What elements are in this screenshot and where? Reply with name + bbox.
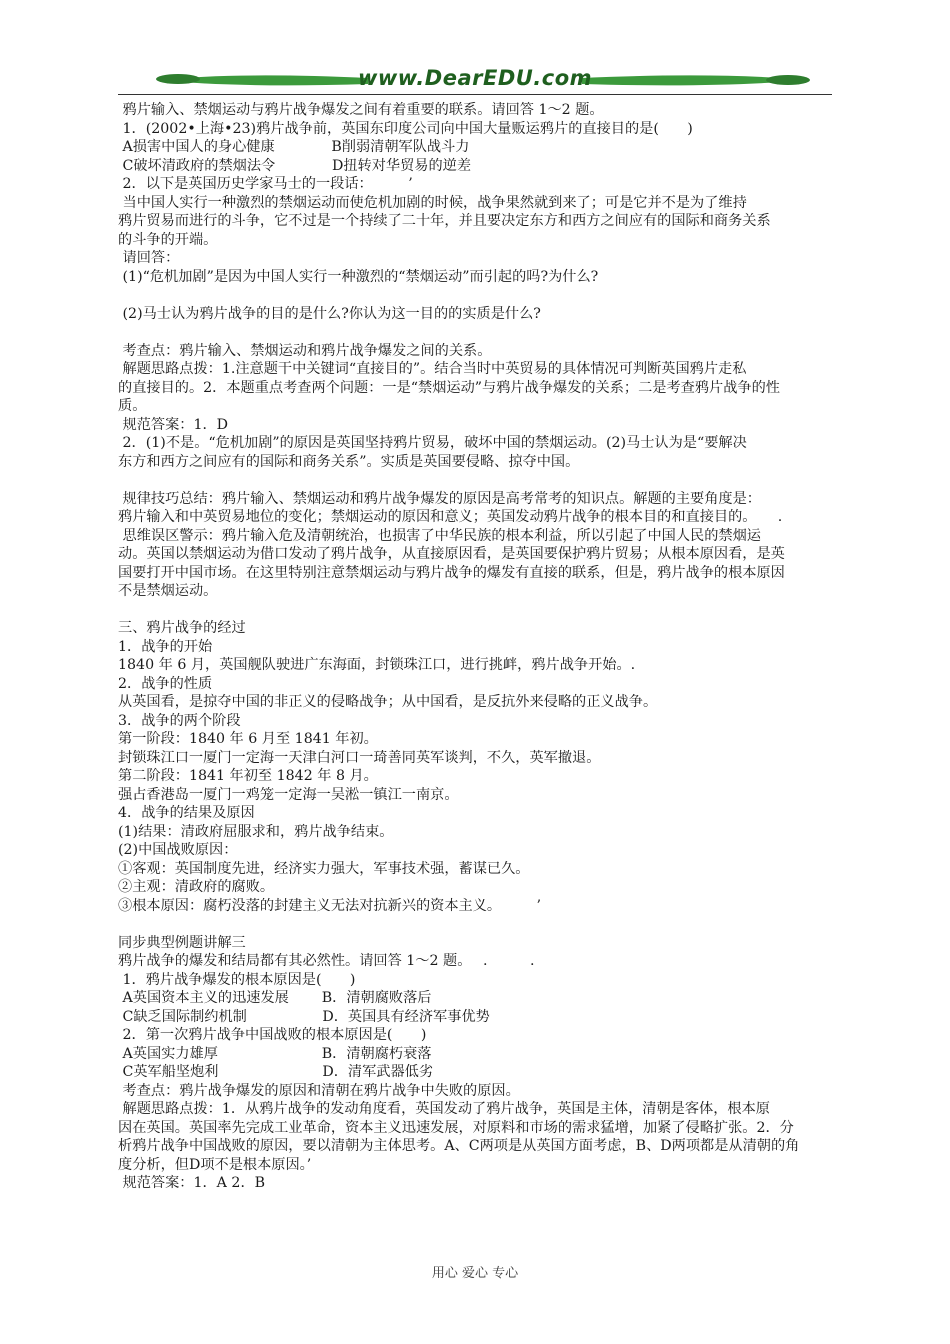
document-body bbox=[118, 101, 838, 1193]
text-line: A英国资本主义的迅速发展 B．清朝腐败落后 bbox=[118, 990, 432, 1006]
text-line: ③根本原因：腐朽没落的封建主义无法对抗新兴的资本主义。 ’ bbox=[118, 897, 542, 914]
text-line: 第二阶段：1841 年初至 1842 年 8 月。 bbox=[118, 768, 378, 784]
text-line: 同步典型例题讲解三 bbox=[118, 934, 246, 951]
text-line: 3．战争的两个阶段 bbox=[118, 712, 241, 729]
site-logo[interactable]: www.DearEDU.com bbox=[357, 66, 593, 90]
page-footer: 用心 爱心 专心 bbox=[431, 1266, 519, 1281]
text-line: 请回答： bbox=[118, 250, 180, 266]
text-line: ①客观：英国制度先进，经济实力强大，军事技术强，蓄谋已久。 bbox=[118, 860, 530, 877]
text-line: (2)中国战败原因： bbox=[118, 842, 238, 858]
text-line: C破坏清政府的禁烟法令 D扭转对华贸易的逆差 bbox=[118, 157, 472, 174]
text-line: 鸦片贸易而进行的斗争，它不过是一个持续了二十年，并且要决定东方和西方之间应有的国际和商务关系 bbox=[118, 213, 771, 229]
text-line: (1)结果：清政府屈服求和，鸦片战争结束。 bbox=[118, 823, 394, 840]
text-line: 当中国人实行一种激烈的禁烟运动而使危机加剧的时候，战争果然就到来了；可是它并不是为了维持 bbox=[118, 194, 747, 211]
text-line: (2)马士认为鸦片战争的目的是什么?你认为这一目的的实质是什么? bbox=[118, 305, 541, 322]
text-line: A英国实力雄厚 B．清朝腐朽衰落 bbox=[118, 1045, 432, 1062]
text-line: 国要打开中国市场。在这里特别注意禁烟运动与鸦片战争的爆发有直接的联系，但是，鸦片战争的根本原因 bbox=[118, 564, 785, 581]
text-line: 鸦片输入和中英贸易地位的变化；禁烟运动的原因和意义；英国发动鸦片战争的根本目的和直接目的。 . bbox=[118, 509, 783, 525]
text-line: 2．战争的性质 bbox=[118, 675, 213, 692]
site-header bbox=[118, 62, 832, 98]
text-line: 析鸦片战争中国战败的原因，要以清朝为主体思考。A、C两项是从英国方面考虑，B、D两项都是从清朝的角 bbox=[118, 1138, 800, 1154]
text-line: 动。英国以禁烟运动为借口发动了鸦片战争，从直接原因看，是英国要保护鸦片贸易；从根本原因看，是英 bbox=[118, 546, 785, 562]
text-line: 鸦片输入、禁烟运动与鸦片战争爆发之间有着重要的联系。请回答 1～2 题。 bbox=[118, 102, 604, 118]
text-line: 度分析，但D项不是根本原因。’ bbox=[118, 1156, 312, 1173]
blank-line bbox=[118, 471, 838, 490]
header-divider bbox=[118, 94, 832, 95]
text-line: 解题思路点拨：1．从鸦片战争的发动角度看，英国发动了鸦片战争，英国是主体，清朝是客体，根本原 bbox=[118, 1101, 770, 1117]
text-line: 解题思路点拨：1.注意题干中关键词“直接目的”。结合当时中英贸易的具体情况可判断英国鸦片走私 bbox=[118, 361, 747, 377]
text-line: 思维误区警示：鸦片输入危及清朝统治，也损害了中华民族的根本利益，所以引起了中国人民的禁烟运 bbox=[118, 527, 761, 544]
text-line: 考查点：鸦片战争爆发的原因和清朝在鸦片战争中失败的原因。 bbox=[118, 1082, 520, 1099]
text-line: 质。 bbox=[118, 398, 147, 414]
text-line: 规范答案：1．D bbox=[118, 416, 229, 433]
blank-line bbox=[118, 286, 838, 305]
blank-line bbox=[118, 323, 838, 342]
text-line: 东方和西方之间应有的国际和商务关系”。实质是英国要侵略、掠夺中国。 bbox=[118, 453, 580, 470]
text-line: 2．以下是英国历史学家马士的一段话： ’ bbox=[118, 176, 413, 192]
text-line: 封锁珠江口一厦门一定海一天津白河口一琦善同英军谈判，不久，英军撤退。 bbox=[118, 749, 601, 766]
text-line: A损害中国人的身心健康 B削弱清朝军队战斗力 bbox=[118, 139, 470, 155]
text-line: 不是禁烟运动。 bbox=[118, 583, 218, 599]
text-line: 1．鸦片战争爆发的根本原因是( ) bbox=[118, 971, 356, 988]
text-line: (1)“危机加剧”是因为中国人实行一种激烈的“禁烟运动”而引起的吗?为什么? bbox=[118, 268, 599, 285]
text-line: 的直接目的。2．本题重点考查两个问题：一是“禁烟运动”与鸦片战争爆发的关系；二是考查鸦片战争的性 bbox=[118, 379, 780, 396]
text-line: 从英国看，是掠夺中国的非正义的侵略战争；从中国看，是反抗外来侵略的正义战争。 bbox=[118, 694, 658, 710]
text-line: C英军船坚炮利 D．清军武器低劣 bbox=[118, 1064, 434, 1080]
text-line: 第一阶段：1840 年 6 月至 1841 年初。 bbox=[118, 731, 378, 747]
text-line: 规范答案：1．A 2．B bbox=[118, 1175, 266, 1191]
text-line: 鸦片战争的爆发和结局都有其必然性。请回答 1～2 题。 . . bbox=[118, 953, 535, 969]
text-line: 2．(1)不是。“危机加剧”的原因是英国坚持鸦片贸易，破坏中国的禁烟运动。(2)马士认为是“要解决 bbox=[118, 435, 747, 451]
text-line: ②主观：清政府的腐败。 bbox=[118, 879, 275, 895]
text-line: 1．(2002•上海•23)鸦片战争前，英国东印度公司向中国大量贩运鸦片的直接目的是( ) bbox=[118, 120, 693, 137]
text-line: 三、鸦片战争的经过 bbox=[118, 620, 246, 636]
text-line: 强占香港岛一厦门一鸡笼一定海一吴淞一镇江一南京。 bbox=[118, 786, 459, 803]
text-line: 考查点：鸦片输入、禁烟运动和鸦片战争爆发之间的关系。 bbox=[118, 342, 492, 359]
text-line: C缺乏国际制约机制 D．英国具有经济军事优势 bbox=[118, 1008, 490, 1025]
text-line: 4．战争的结果及原因 bbox=[118, 805, 255, 821]
text-line: 的斗争的开端。 bbox=[118, 231, 218, 248]
blank-line bbox=[118, 601, 838, 620]
text-line: 1840 年 6 月，英国舰队驶进广东海面，封锁珠江口，进行挑衅，鸦片战争开始。. bbox=[118, 657, 636, 673]
text-line: 1．战争的开始 bbox=[118, 638, 213, 655]
text-line: 规律技巧总结：鸦片输入、禁烟运动和鸦片战争爆发的原因是高考常考的知识点。解题的主要角度是： bbox=[118, 490, 761, 507]
blank-line bbox=[118, 915, 838, 934]
text-line: 因在英国。英国率先完成工业革命，资本主义迅速发展，对原料和市场的需求猛增，加紧了侵略扩张。2．分 bbox=[118, 1119, 794, 1136]
text-line: 2．第一次鸦片战争中国战败的根本原因是( ) bbox=[118, 1027, 427, 1043]
